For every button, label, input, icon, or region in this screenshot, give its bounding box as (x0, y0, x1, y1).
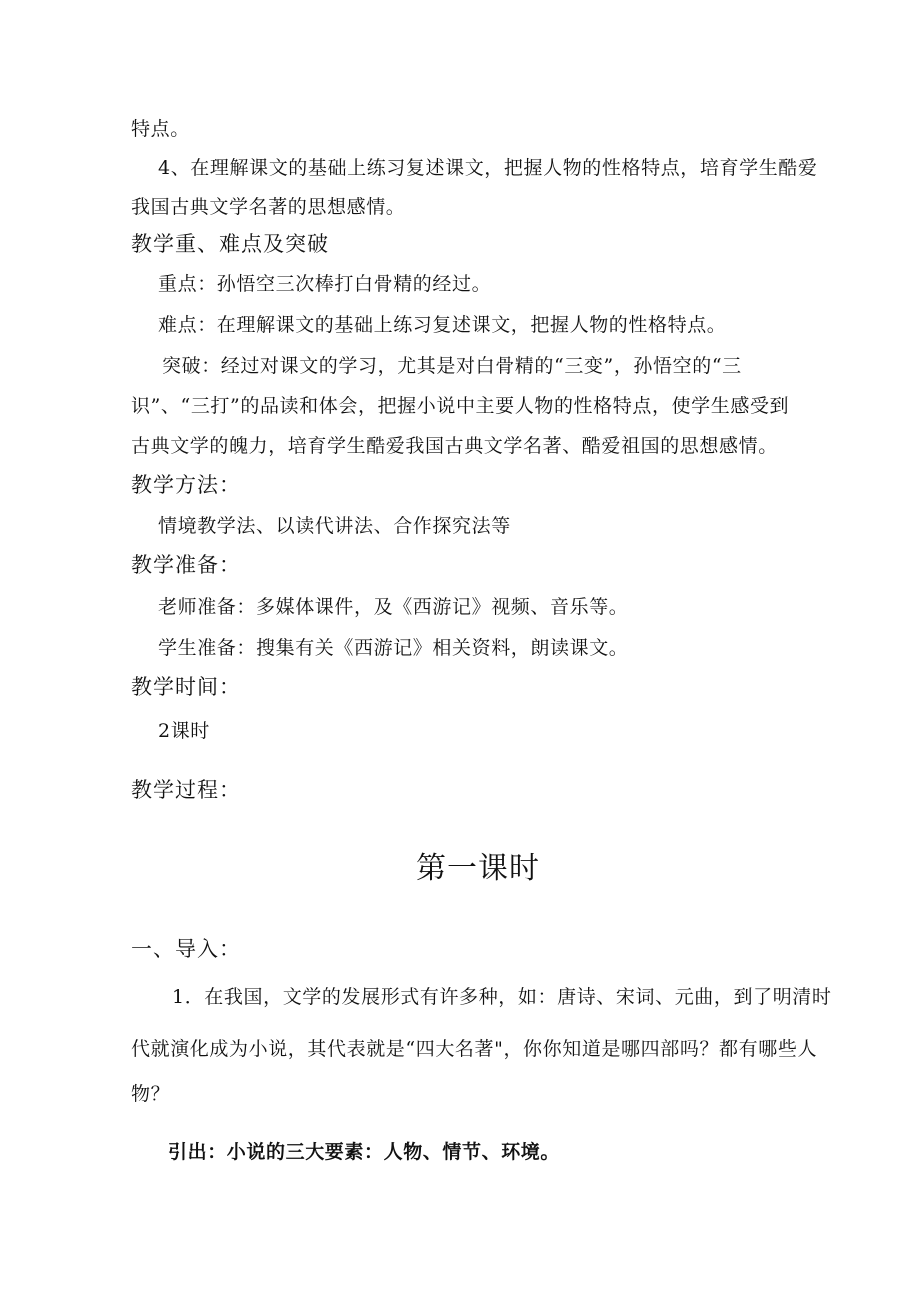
student-preparation: 学生准备：搜集有关《西游记》相关资料，朗读课文。 (158, 637, 629, 659)
heading-key-points: 教学重、难点及突破 (131, 232, 329, 256)
teacher-preparation: 老师准备：多媒体课件，及《西游记》视频、音乐等。 (158, 596, 629, 618)
time-text: 2课时 (158, 720, 210, 742)
intro-line-2: 代就演化成为小说，其代表就是“四大名著"，你你知道是哪四部吗？都有哪些人 (131, 1038, 818, 1060)
conclusion-line: 引出：小说的三大要素：人物、情节、环境。 (168, 1141, 561, 1163)
heading-method: 教学方法： (131, 473, 241, 497)
difficulty: 难点：在理解课文的基础上练习复述课文，把握人物的性格特点。 (158, 314, 727, 336)
key-point: 重点：孙悟空三次棒打白骨精的经过。 (158, 273, 492, 295)
goal-4-line-2: 我国古典文学名著的思想感情。 (131, 196, 406, 218)
breakthrough-line-3: 古典文学的魄力，培育学生酷爱我国古典文学名著、酷爱祖国的思想感情。 (131, 435, 778, 457)
breakthrough-line-1: 突破：经过对课文的学习，尤其是对白骨精的“三变”，孙悟空的“三 (162, 355, 742, 377)
intro-line-3: 物？ (131, 1083, 171, 1105)
heading-process: 教学过程： (131, 778, 241, 802)
heading-time: 教学时间： (131, 675, 241, 699)
lesson-title: 第一课时 (416, 851, 540, 886)
section-intro: 一、导入： (131, 937, 241, 961)
goal-4-line-1: 4、在理解课文的基础上练习复述课文，把握人物的性格特点，培育学生酷爱 (158, 157, 818, 179)
heading-preparation: 教学准备： (131, 553, 241, 577)
method-text: 情境教学法、以读代讲法、合作探究法等 (158, 515, 511, 537)
intro-line-1: 1．在我国，文学的发展形式有许多种，如：唐诗、宋词、元曲，到了明清时 (172, 986, 832, 1008)
paragraph-tail: 特点。 (131, 118, 190, 140)
breakthrough-line-2: 识”、“三打”的品读和体会，把握小说中主要人物的性格特点，使学生感受到 (131, 395, 790, 417)
